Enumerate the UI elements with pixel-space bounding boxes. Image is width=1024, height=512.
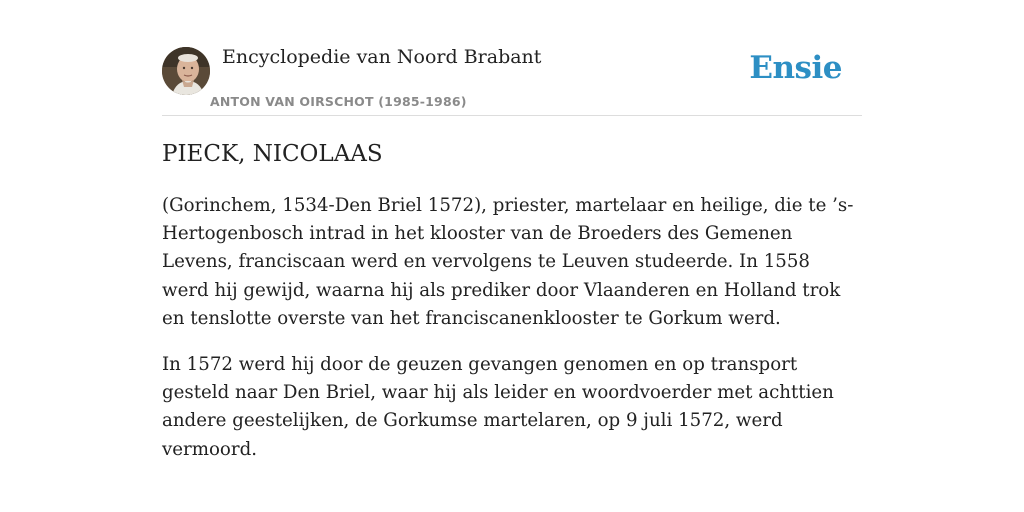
article-paragraph: (Gorinchem, 1534-Den Briel 1572), priester, martelaar en heilige, die te ’s-Hertogenbosch intrad in het klooster van de Broeders des Gemenen Levens, franciscaan werd en vervolgens te Leuven studeerde. In 1558 werd hij gewijd, waarna hij als prediker door Vlaanderen en Holland trok en tenslotte overste van het franciscanenklooster te Gorkum werd. [162,195,854,329]
article [162,138,862,464]
author-avatar[interactable] [162,47,210,95]
publication-title[interactable]: Encyclopedie van Noord Brabant [222,46,542,68]
article-paragraph: In 1572 werd hij door de geuzen gevangen genomen en op transport gesteld naar Den Briel, waar hij als leider en woordvoerder met achttien andere geestelijken, de Gorkumse martelaren, op 9 juli 1572, werd vermoord. [162,354,834,460]
page-header [162,46,862,116]
author-name[interactable]: ANTON VAN OIRSCHOT (1985-1986) [210,94,467,109]
article-title: PIECK, NICOLAAS [162,141,383,167]
author-portrait-icon [162,47,210,95]
ensie-logo[interactable]: Ensie [749,50,842,86]
